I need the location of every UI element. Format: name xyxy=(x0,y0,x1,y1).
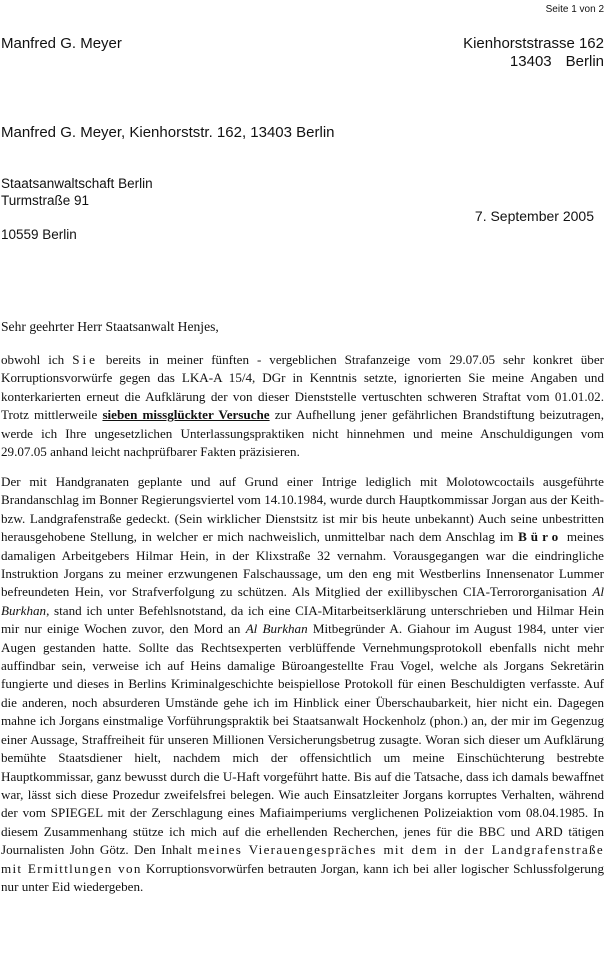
organization-name: Al Burkhan xyxy=(245,621,308,637)
recipient-address xyxy=(1,175,153,243)
paragraph-text: Mitbegründer A. Giahour im August 1984, unter vier Augen gestanden hatte. Sollte das Rechtsexperten verblüffende Vernehmungsprotokoll ebenfalls nicht mehr auffindbar sein, verweise ich auf Heins damalige Büroangestellte Frau Vogel, welche als Jorgans Sekretärin fungierte und dieses in Berlins Kriminalgeschichte beispiellose Protokoll für einen Beschuldigten verfasste. Auf die anderen, noch absurderen Umstände gehe ich im Hinblick einer Überschaubarkeit, hier nicht ein. Dagegen mahne ich Jorgans einstmalige Vorführungspraktik bei Staatsanwalt Hockenholz (phon.) an, der mir im Gegenzug einer Aussage, Straffreiheit für unseren Millionen Versicherungsbetrug zusagte. Woran sich dieser um Aufklärung bemühte Staatsdiener hielt, nachdem mich der offensichtlich um meine Einschüchterung bestrebte Hauptkommissar, ganz bewusst durch die U-Haft vorgeführt hatte. Bis auf die Tatsache, dass ich damals bewaffnet war, lässt sich diese Prozedur zweifelsfrei belegen. Wie auch Einsatzleiter Jorgans korruptes Verhalten, während der vom SPIEGEL mit der Zerschlagung eines Mafiaimperiums verglichenen Polizeiaktion vom 08.04.1985. In diesem Zusammenhang stütze ich mich auf die erhellenden Recherchen, jenes für die BBC und ARD tätigen Journalisten John Götz. Den Inhalt xyxy=(1,621,604,858)
return-address-line: Manfred G. Meyer, Kienhorststr. 162, 13403 Berlin xyxy=(1,124,335,141)
organization-name: Al Burkhan xyxy=(1,584,604,618)
paragraph-text: bereits in meiner fünften - vergeblichen Strafanzeige vom 29.07.05 sehr konkret über Korruptionsvorwürfe gegen das LKA-A 15/4, DGr in Kenntnis setzte, ignorierten Sie meine Angaben und konterkarierten erneut die Aufklärung der von dieser Dienststelle vertuschten schweren Straftat vom 01.01.02. Trotz mittlerweile xyxy=(1,352,605,423)
underlined-emphasis: sieben missglückter Versuche xyxy=(102,407,270,423)
sender-city-line xyxy=(463,53,604,71)
sender-city: Berlin xyxy=(565,53,604,70)
recipient-line-3: 10559 Berlin xyxy=(1,227,77,242)
paragraph-text: obwohl ich xyxy=(1,352,73,367)
sender-street: Kienhorststrasse 162 xyxy=(463,35,604,52)
emphasized-text: Büro xyxy=(518,529,563,545)
paragraph-text: meines damaligen Arbeitgebers Hilmar Hein, in der Klixstraße 32 vernahm. Vorausgegangen war die eindringliche Instruktion Jorgans zu meiner erzwungenen Falschaussage, um den eng mit Westberlins Innensenator Lummer befreundeten Hein, vor Strafverfolgung zu schützen. Als Mitglied der exillibyschen CIA-Terrororganisation xyxy=(1,529,604,600)
sender-address xyxy=(463,35,604,71)
paragraph-text: Korruptionsvorwürfen betrauten Jorgan, kann ich bei aller logischer Schlussfolgerung nur unter Eid wiedergeben. xyxy=(1,860,604,894)
paragraph-text: , stand ich unter Befehlsnotstand, da ich eine CIA-Mitarbeitserklärung unterschrieben und Hilmar Hein mir nur einige Wochen zuvor, den Mord an xyxy=(1,602,604,637)
body-paragraph-2 xyxy=(1,473,604,896)
body-paragraph-1 xyxy=(1,351,604,461)
spaced-text: meines Vierauengespräches mit dem in der Landgrafenstraße mit Ermittlungen von xyxy=(1,842,604,876)
letter-date: 7. September 2005 xyxy=(474,208,594,224)
paragraph-text: Der mit Handgranaten geplante und auf Grund einer Intrige lediglich mit Molotowcoctails ausgeführte Brandanschlag im Bonner Regierungsviertel vom 14.10.1984, wurde durch Hauptkommissar Jorgan aus der Keith- bzw. Landgrafenstraße gedeckt. (Sein wirklicher Dienstsitz ist mir bis heute unbekannt) Auch seine unbestritten herausgehobene Stellung, in welcher er mich nachweislich, unmittelbar nach dem Anschlag im xyxy=(1,474,604,545)
sender-zip: 13403 xyxy=(509,53,552,70)
paragraph-text: zur Aufhellung jener gefährlichen Brandstiftung beizutragen, werde ich Ihre ungesetzlichen Unterlassungspraktiken nicht hinnehmen und meine Anschuldigungen vom 29.07.05 anhand leicht nachprüfbarer Fakten präzisieren. xyxy=(1,407,605,460)
sender-name: Manfred G. Meyer xyxy=(1,35,122,52)
emphasized-text: Sie xyxy=(72,352,98,367)
page-number: Seite 1 von 2 xyxy=(545,4,604,15)
recipient-line-1: Staatsanwaltschaft Berlin xyxy=(1,176,153,191)
salutation: Sehr geehrter Herr Staatsanwalt Henjes, xyxy=(1,319,219,334)
recipient-line-2: Turmstraße 91 xyxy=(1,193,90,208)
